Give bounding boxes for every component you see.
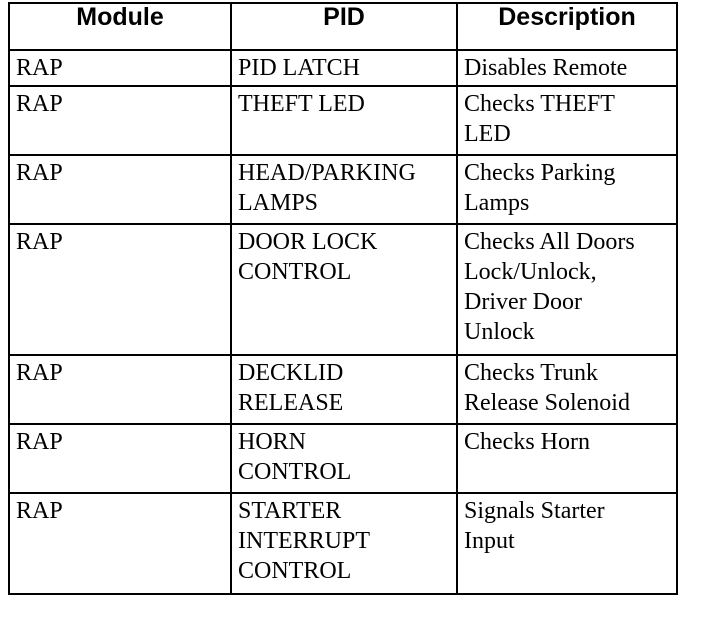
cell-description (457, 424, 677, 493)
cell-module-text: RAP (16, 160, 63, 186)
cell-pid-text: HORN CONTROL (238, 429, 352, 485)
header-module: Module (9, 3, 231, 50)
cell-pid-text: DECKLID RELEASE (238, 360, 344, 416)
cell-module (9, 86, 231, 155)
cell-description (457, 355, 677, 424)
cell-pid-text: HEAD/PARKING LAMPS (238, 160, 416, 216)
cell-pid (231, 155, 457, 224)
cell-module (9, 355, 231, 424)
cell-pid-text: STARTER INTERRUPT CONTROL (238, 498, 370, 584)
cell-module (9, 224, 231, 355)
cell-description (457, 86, 677, 155)
table-header (9, 3, 677, 50)
pid-table (8, 2, 678, 595)
cell-pid (231, 50, 457, 86)
cell-pid (231, 355, 457, 424)
cell-pid (231, 493, 457, 594)
header-pid: PID (231, 3, 457, 50)
cell-description-text: Checks Parking Lamps (464, 160, 616, 216)
table-row (9, 424, 677, 493)
header-row (9, 3, 677, 50)
cell-module-text: RAP (16, 498, 63, 524)
cell-module-text: RAP (16, 360, 63, 386)
cell-module-text: RAP (16, 55, 63, 81)
cell-pid (231, 224, 457, 355)
table-row (9, 86, 677, 155)
table-row (9, 224, 677, 355)
cell-module-text: RAP (16, 229, 63, 255)
cell-description-text: Signals Starter Input (464, 498, 605, 554)
cell-pid-text: THEFT LED (238, 91, 365, 117)
cell-description-text: Checks Trunk Release Solenoid (464, 360, 630, 416)
cell-description-text: Checks All Doors Lock/Unlock, Driver Door Unlock (464, 229, 635, 345)
cell-description (457, 50, 677, 86)
table-body (9, 50, 677, 594)
cell-module (9, 50, 231, 86)
cell-description (457, 224, 677, 355)
cell-description (457, 493, 677, 594)
cell-description-text: Checks Horn (464, 429, 590, 455)
cell-module (9, 424, 231, 493)
cell-description-text: Checks THEFT LED (464, 91, 615, 147)
cell-module (9, 493, 231, 594)
cell-module (9, 155, 231, 224)
table-row (9, 155, 677, 224)
cell-module-text: RAP (16, 429, 63, 455)
cell-module-text: RAP (16, 91, 63, 117)
table-row (9, 355, 677, 424)
cell-pid-text: DOOR LOCK CONTROL (238, 229, 378, 285)
cell-pid (231, 424, 457, 493)
cell-pid (231, 86, 457, 155)
cell-pid-text: PID LATCH (238, 55, 361, 81)
header-description: Description (457, 3, 677, 50)
cell-description-text: Disables Remote (464, 55, 628, 81)
cell-description (457, 155, 677, 224)
table-row (9, 493, 677, 594)
table-row (9, 50, 677, 86)
